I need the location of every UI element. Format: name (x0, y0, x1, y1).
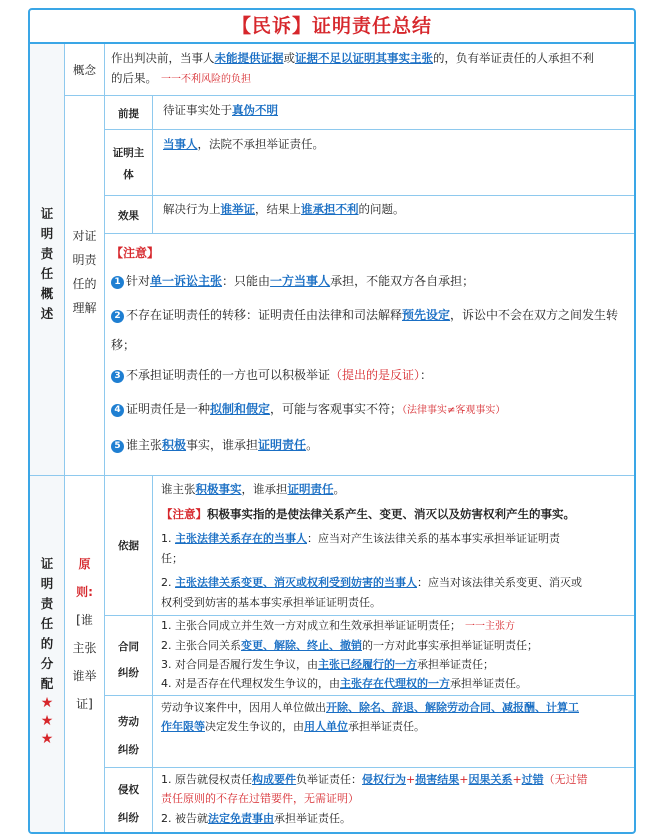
subject-label: 体 (123, 169, 134, 181)
highlight: 预先设定 (402, 308, 451, 322)
text: 的问题。 (358, 202, 405, 216)
text: 劳动争议案件中，因用人单位做出 (161, 701, 326, 714)
side-char: 明 (40, 576, 54, 591)
highlight: 构成要件 (252, 773, 296, 786)
text: 谁主张 (161, 482, 196, 496)
concept-label-cell (65, 44, 105, 96)
text: 4. 对是否存在代理权发生争议的，由 (161, 677, 340, 690)
text: ，可能与客观事实不符； (270, 402, 403, 416)
subject-label: 证明主 (112, 147, 145, 159)
side-text: 理解 (72, 301, 97, 315)
highlight: 积极事实 (195, 482, 242, 496)
text: 1. 原告就侵权责任 (161, 773, 252, 786)
red-note: （无过错 (543, 773, 588, 786)
text: 的，负有举证责任的人承担不利 (433, 51, 594, 65)
side-char: 证 (40, 206, 54, 221)
labor-label: 劳动 (118, 716, 139, 728)
section1-side (30, 44, 65, 476)
page-title (30, 10, 634, 42)
contract-label: 纠纷 (118, 667, 139, 679)
principle-text: 主张 (72, 641, 97, 655)
tort-label: 侵权 (118, 784, 139, 796)
text: 针对 (126, 274, 151, 288)
highlight: 证明责任 (287, 482, 334, 496)
understand-side (65, 96, 105, 476)
side-char: 概 (40, 286, 54, 301)
text: ： (420, 368, 433, 382)
text: ：应当对该法律关系变更、消灭或 (417, 576, 582, 589)
premise-label-cell (105, 96, 153, 130)
highlight: 谁举证 (220, 202, 255, 216)
effect-label: 效果 (118, 210, 139, 222)
notice-head: 【注意】 (111, 246, 160, 260)
star-icon: ★ (40, 713, 54, 729)
red-note: （提出的是反证） (330, 368, 421, 382)
side-char: 配 (40, 676, 54, 691)
highlight: 主张存在代理权的一方 (340, 677, 450, 690)
text: 任； (161, 552, 183, 565)
red-note: （法律事实≠客观事实） (402, 405, 506, 416)
summary-table (28, 8, 636, 834)
highlight: 证明责任 (258, 438, 307, 452)
highlight: 单一诉讼主张 (150, 274, 223, 288)
effect-label-cell (105, 196, 153, 234)
text: 决定发生争议的，由 (205, 720, 304, 733)
highlight: 因果关系 (468, 773, 513, 786)
title-bracket: 【民诉】 (231, 15, 312, 37)
text: ，诉讼中不会在双方之间发生转 (450, 308, 619, 322)
highlight: 用人单位 (304, 720, 348, 733)
principle-text: 证] (76, 697, 93, 711)
text: 2. 被告就 (161, 812, 208, 825)
number-badge: 5 (111, 440, 124, 453)
side-char: 证 (40, 556, 54, 571)
highlight: 积极 (162, 438, 187, 452)
star-icon: ★ (40, 695, 54, 711)
highlight: 真伪不明 (232, 103, 278, 117)
subject-label-cell (105, 130, 153, 196)
text: 1. (161, 532, 175, 545)
text: 的一方对此事实承担举证证明责任； (362, 639, 538, 652)
concept-content (105, 44, 636, 96)
number-badge: 3 (111, 370, 124, 383)
premise-label: 前提 (118, 108, 139, 120)
side-text: 对证 (72, 229, 97, 243)
basis-content (153, 476, 636, 616)
red-note: 一一不利风险的负担 (161, 74, 251, 85)
text: 的后果。 (111, 71, 157, 85)
side-char: 责 (40, 596, 54, 611)
tort-label-cell (105, 768, 153, 834)
text: 证明责任是一种 (126, 402, 211, 416)
tort-content (153, 768, 636, 834)
text: 移； (111, 338, 136, 352)
subject-content (153, 130, 636, 196)
text: 谁主张 (126, 438, 163, 452)
text: ，谁承担 (241, 482, 288, 496)
highlight: 未能提供证据 (214, 51, 284, 65)
highlight: 证据不足以证明其事实主张 (295, 51, 433, 65)
concept-label: 概念 (73, 63, 96, 77)
number-badge: 1 (111, 276, 124, 289)
side-char: 的 (40, 636, 54, 651)
highlight: 过错 (521, 773, 544, 786)
red-note: 责任原则的不存在过错要件，无需证明） (161, 792, 359, 805)
premise-content (153, 96, 636, 130)
contract-label: 合同 (118, 641, 139, 653)
text: 负举证责任： (296, 773, 362, 786)
basis-label: 依据 (118, 540, 139, 552)
text: 解决行为上 (163, 202, 221, 216)
text: 3. 对合同是否履行发生争议，由 (161, 658, 318, 671)
highlight: 当事人 (163, 137, 198, 151)
number-badge: 2 (111, 310, 124, 323)
highlight: 主张法律关系变更、消灭或权利受到妨害的当事人 (175, 576, 417, 589)
red-note: 一一主张方 (465, 621, 515, 632)
notice-block (105, 234, 636, 476)
side-char: 责 (40, 246, 54, 261)
text: 待证事实处于 (163, 103, 232, 117)
plus-sign: + (459, 773, 469, 786)
text: ，结果上 (255, 202, 301, 216)
highlight: 损害结果 (415, 773, 460, 786)
principle-side (65, 476, 105, 834)
contract-label-cell (105, 616, 153, 696)
tort-label: 纠纷 (118, 812, 139, 824)
highlight: 主张法律关系存在的当事人 (175, 532, 307, 545)
text: ，法院不承担举证责任。 (197, 137, 324, 151)
text: 不承担证明责任的一方也可以积极举证 (126, 368, 331, 382)
highlight: 法定免责事由 (208, 812, 274, 825)
principle-text: 原 (78, 557, 91, 571)
text: 权利受到妨害的基本事实承担举证证明责任。 (161, 596, 381, 609)
basis-label-cell (105, 476, 153, 616)
highlight: 作年限等 (161, 720, 205, 733)
highlight: 拟制和假定 (210, 402, 271, 416)
text: 2. 主张合同关系 (161, 639, 241, 652)
side-char: 任 (40, 616, 54, 631)
effect-content (153, 196, 636, 234)
notice-head: 【注意】 (161, 507, 207, 521)
principle-text: 则: (76, 585, 93, 599)
highlight: 开除、除名、辞退、解除劳动合同、减报酬、计算工 (326, 701, 579, 714)
text: 2. (161, 576, 175, 589)
side-text: 明责 (72, 253, 97, 267)
text: 承担举证责任； (417, 658, 494, 671)
highlight: 谁承担不利 (301, 202, 359, 216)
number-badge: 4 (111, 404, 124, 417)
text: 承担举证责任。 (274, 812, 351, 825)
highlight: 侵权行为 (362, 773, 406, 786)
plus-sign: + (512, 773, 522, 786)
side-char: 任 (40, 266, 54, 281)
text: 1. 主张合同成立并生效一方对成立和生效承担举证证明责任； (161, 619, 461, 632)
text: 承担举证责任。 (348, 720, 425, 733)
text: 。 (333, 482, 345, 496)
highlight: 变更、解除、终止、撤销 (241, 639, 362, 652)
plus-sign: + (406, 773, 416, 786)
contract-content (153, 616, 636, 696)
side-char: 述 (40, 306, 54, 321)
side-char: 分 (40, 656, 54, 671)
text: 作出判决前，当事人 (111, 51, 215, 65)
title-main: 证明责任总结 (312, 15, 433, 37)
text: 积极事实指的是使法律关系产生、变更、消灭以及妨害权利产生的事实。 (207, 507, 575, 521)
labor-content (153, 696, 636, 768)
section2-side (30, 476, 65, 834)
text: 承担举证责任。 (450, 677, 527, 690)
text: ：应当对产生该法律关系的基本事实承担举证证明责 (307, 532, 560, 545)
labor-label-cell (105, 696, 153, 768)
highlight: 主张已经履行的一方 (318, 658, 417, 671)
side-char: 明 (40, 226, 54, 241)
star-icon: ★ (40, 731, 54, 747)
side-text: 任的 (72, 277, 97, 291)
text: 。 (306, 438, 319, 452)
text: 或 (283, 51, 295, 65)
principle-text: [谁 (76, 613, 93, 627)
principle-text: 谁举 (72, 669, 97, 683)
text: 承担，不能双方各自承担； (330, 274, 475, 288)
labor-label: 纠纷 (118, 744, 139, 756)
text: 事实，谁承担 (186, 438, 259, 452)
highlight: 一方当事人 (270, 274, 331, 288)
text: ：只能由 (222, 274, 271, 288)
text: 不存在证明责任的转移：证明责任由法律和司法解释 (126, 308, 403, 322)
